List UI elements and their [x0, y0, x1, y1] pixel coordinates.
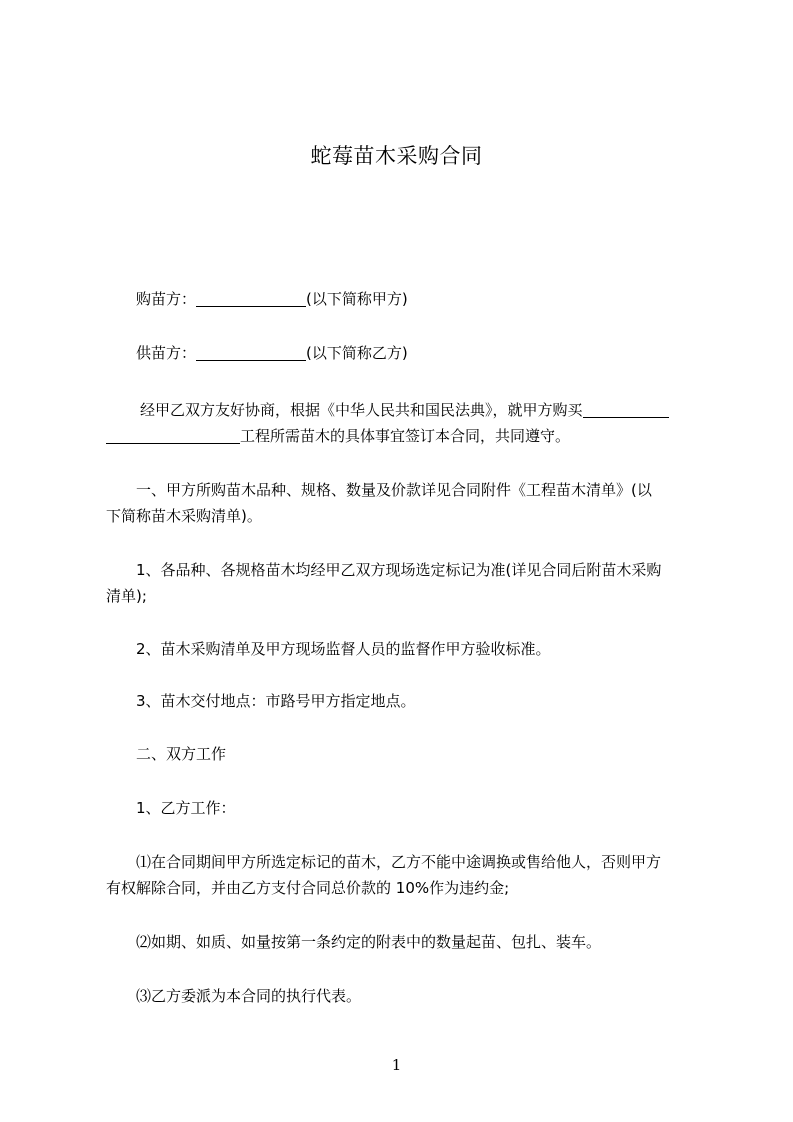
intro-blank-1 [583, 401, 669, 418]
intro-text-1: 经甲乙双方友好协商，根据《中华人民共和国民法典》，就甲方购买 [140, 401, 583, 419]
clause1-3: 3、苗木交付地点：市路号甲方指定地点。 [136, 692, 416, 710]
item1-line-2: 有权解除合同，并由乙方支付合同总价款的 10%作为违约金; [106, 879, 510, 897]
seller-line [136, 340, 736, 366]
clause1-1-line-2: 清单); [106, 587, 147, 605]
clause1-1-line-1: 1、各品种、各规格苗木均经甲乙双方现场选定标记为准(详见合同后附苗木采购 [136, 561, 662, 579]
intro-text-2: 工程所需苗木的具体事宜签订本合同，共同遵守。 [240, 427, 571, 445]
intro-line-1 [140, 397, 740, 423]
seller-suffix: (以下简称乙方) [306, 344, 408, 362]
intro-blank-2 [106, 427, 240, 444]
intro-line-2 [106, 423, 706, 449]
document-title: 蛇莓苗木采购合同 [310, 144, 483, 168]
buyer-blank [196, 290, 306, 307]
clause1-line-2: 下简称苗木采购清单)。 [106, 507, 262, 525]
clause2-1: 1、乙方工作： [136, 799, 236, 817]
buyer-label: 购苗方： [136, 290, 197, 308]
clause2-heading: 二、双方工作 [136, 745, 227, 763]
buyer-line [136, 286, 736, 312]
seller-blank [196, 344, 306, 361]
buyer-suffix: (以下简称甲方) [306, 290, 408, 308]
clause1-2: 2、苗木采购清单及甲方现场监督人员的监督作甲方验收标准。 [136, 640, 551, 658]
item1-line-1: ⑴在合同期间甲方所选定标记的苗木，乙方不能中途调换或售给他人，否则甲方 [136, 853, 662, 871]
item2: ⑵如期、如质、如量按第一条约定的附表中的数量起苗、包扎、装车。 [136, 933, 602, 951]
seller-label: 供苗方： [136, 344, 197, 362]
item3: ⑶乙方委派为本合同的执行代表。 [136, 987, 362, 1005]
page-number: 1 [391, 1056, 402, 1074]
clause1-line-1: 一、甲方所购苗木品种、规格、数量及价款详见合同附件《工程苗木清单》(以 [136, 481, 652, 499]
